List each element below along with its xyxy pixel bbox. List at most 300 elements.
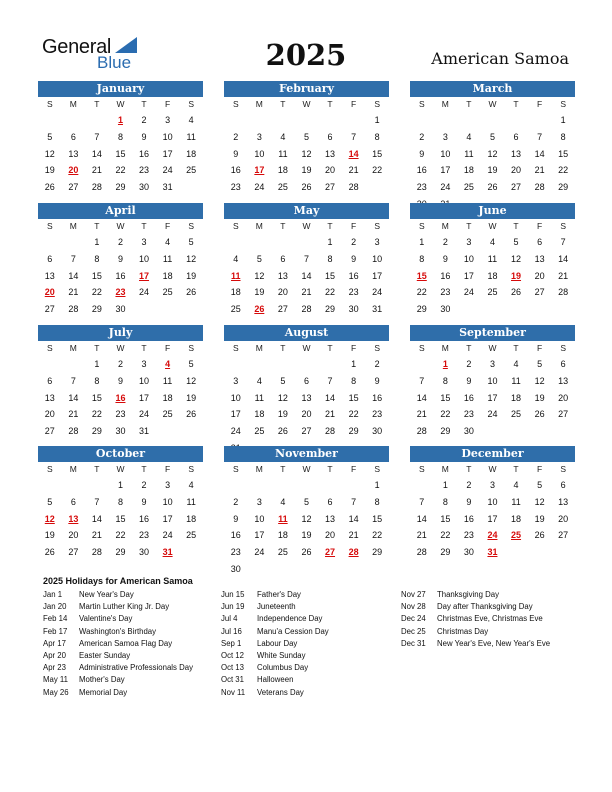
weekday-label: M — [441, 99, 449, 109]
calendar-date: 27 — [511, 182, 522, 193]
calendar-date: 25 — [511, 409, 522, 420]
calendar-date: 14 — [348, 513, 359, 524]
calendar-date: 14 — [91, 148, 102, 159]
calendar-date: 8 — [117, 496, 123, 507]
calendar-date: 20 — [277, 287, 288, 298]
calendar-date: 6 — [47, 375, 53, 386]
holiday-name: American Samoa Flag Day — [79, 638, 173, 648]
calendar-date: 23 — [230, 182, 241, 193]
day-grid — [410, 341, 575, 440]
month-march — [410, 81, 575, 213]
calendar-date: 20 — [68, 530, 79, 541]
empty-cell — [248, 234, 272, 251]
holiday-date: 23 — [115, 287, 126, 298]
calendar-date: 16 — [372, 392, 383, 403]
weekday-label: T — [327, 99, 333, 109]
month-january — [38, 81, 203, 196]
empty-cell — [248, 477, 272, 494]
holiday-list — [43, 576, 583, 697]
weekday-label: F — [164, 221, 171, 231]
calendar-date: 2 — [374, 359, 380, 369]
weekday-label: S — [232, 464, 239, 474]
holiday-name: Mother's Day — [79, 675, 125, 685]
calendar-date: 26 — [301, 547, 312, 558]
empty-cell — [224, 477, 248, 494]
weekday-label: W — [116, 464, 125, 474]
calendar-date: 21 — [348, 165, 359, 176]
empty-cell — [85, 477, 109, 494]
calendar-date: 18 — [162, 392, 173, 403]
calendar-date: 6 — [537, 237, 543, 247]
calendar-date: 29 — [372, 547, 383, 558]
empty-cell — [62, 234, 86, 251]
calendar-date: 16 — [440, 270, 451, 281]
empty-cell — [224, 234, 248, 251]
calendar-date: 28 — [68, 426, 79, 437]
calendar-date: 21 — [416, 409, 427, 420]
holiday-date-label: Feb 17 — [43, 626, 68, 636]
calendar-date: 29 — [115, 547, 126, 558]
empty-cell — [295, 112, 319, 129]
calendar-date: 11 — [511, 375, 521, 386]
weekday-label: S — [46, 464, 53, 474]
calendar-date: 9 — [117, 375, 123, 386]
calendar-date: 31 — [162, 182, 173, 193]
empty-cell — [318, 477, 342, 494]
weekday-label: M — [441, 343, 449, 353]
calendar-date: 10 — [440, 148, 451, 159]
logo-general-text: General — [42, 36, 112, 58]
holiday-name: Washington's Birthday — [79, 626, 157, 636]
holiday-name: Columbus Day — [257, 663, 309, 673]
calendar-date: 8 — [374, 496, 380, 507]
calendar-date: 15 — [325, 270, 336, 281]
calendar-date: 23 — [230, 547, 241, 558]
calendar-date: 15 — [440, 513, 451, 524]
calendar-date: 19 — [254, 287, 265, 298]
holiday-date: 31 — [162, 547, 173, 558]
calendar-date: 20 — [534, 270, 545, 281]
weekday-label: S — [232, 99, 239, 109]
calendar-date: 27 — [68, 182, 79, 193]
holiday-date-label: Nov 28 — [401, 602, 426, 612]
calendar-date: 5 — [280, 375, 286, 386]
weekday-label: F — [536, 99, 543, 109]
empty-cell — [271, 112, 295, 129]
calendar-date: 12 — [186, 375, 197, 386]
calendar-date: 22 — [440, 530, 451, 541]
holiday-name: Martin Luther King Jr. Day — [79, 602, 170, 612]
holiday-date-label: Jun 19 — [221, 602, 245, 612]
calendar-date: 13 — [325, 513, 336, 524]
empty-cell — [528, 112, 552, 129]
empty-cell — [85, 112, 109, 129]
calendar-date: 29 — [91, 426, 102, 437]
calendar-date: 2 — [141, 480, 147, 490]
calendar-date: 15 — [115, 513, 126, 524]
calendar-date: 5 — [537, 359, 543, 369]
calendar-date: 6 — [303, 375, 309, 386]
calendar-date: 9 — [233, 513, 239, 524]
calendar-date: 17 — [487, 392, 498, 403]
calendar-date: 24 — [254, 182, 265, 193]
calendar-date: 7 — [419, 496, 425, 507]
calendar-date: 8 — [419, 253, 425, 264]
calendar-date: 2 — [351, 237, 357, 247]
calendar-date: 17 — [162, 148, 173, 159]
weekday-label: M — [441, 464, 449, 474]
calendar-date: 7 — [303, 253, 309, 264]
calendar-date: 28 — [558, 287, 569, 298]
calendar-date: 7 — [327, 375, 333, 386]
calendar-date: 25 — [230, 304, 241, 315]
calendar-date: 2 — [233, 496, 239, 507]
calendar-date: 24 — [139, 409, 150, 420]
holiday-date-label: Dec 24 — [401, 614, 426, 624]
holiday-date-label: Oct 13 — [221, 663, 244, 673]
calendar-date: 3 — [489, 480, 495, 490]
month-september — [410, 325, 575, 440]
weekday-label: T — [513, 343, 519, 353]
calendar-date: 25 — [162, 409, 173, 420]
calendar-date: 20 — [325, 165, 336, 176]
calendar-date: 25 — [487, 287, 498, 298]
weekday-label: S — [374, 99, 380, 109]
calendar-date: 22 — [416, 287, 427, 298]
empty-cell — [62, 112, 86, 129]
calendar-date: 9 — [351, 253, 357, 264]
holiday-name: Day after Thanksgiving Day — [437, 602, 533, 612]
calendar-date: 19 — [44, 530, 55, 541]
calendar-date: 17 — [440, 165, 451, 176]
empty-cell — [248, 112, 272, 129]
calendar-date: 19 — [487, 165, 498, 176]
holiday-name: White Sunday — [257, 650, 306, 660]
calendar-date: 18 — [487, 270, 498, 281]
calendar-date: 7 — [537, 131, 543, 142]
country-name: American Samoa — [431, 49, 569, 68]
calendar-date: 22 — [372, 165, 383, 176]
month-title: July — [38, 325, 203, 341]
calendar-date: 18 — [186, 513, 197, 524]
calendar-date: 11 — [186, 496, 196, 507]
holiday-date-label: Sep 1 — [221, 638, 242, 648]
weekday-label: T — [513, 221, 519, 231]
calendar-date: 11 — [162, 253, 173, 264]
calendar-date: 22 — [91, 409, 102, 420]
weekday-label: M — [255, 99, 263, 109]
calendar-date: 13 — [558, 375, 569, 386]
calendar-date: 9 — [141, 131, 147, 142]
weekday-label: S — [418, 464, 425, 474]
weekday-label: S — [188, 343, 194, 353]
empty-cell — [38, 477, 62, 494]
calendar-date: 1 — [374, 115, 380, 125]
calendar-date: 24 — [162, 165, 173, 176]
calendar-date: 29 — [348, 426, 359, 437]
calendar-date: 26 — [511, 287, 522, 298]
calendar-date: 4 — [233, 253, 239, 264]
calendar-date: 23 — [139, 165, 150, 176]
holiday-date: 28 — [348, 547, 359, 558]
weekday-label: T — [466, 464, 472, 474]
weekday-label: S — [418, 221, 425, 231]
calendar-date: 1 — [94, 359, 100, 369]
calendar-date: 28 — [325, 426, 336, 437]
calendar-date: 16 — [139, 513, 150, 524]
calendar-date: 28 — [416, 547, 427, 558]
weekday-label: T — [466, 221, 472, 231]
weekday-label: M — [255, 221, 263, 231]
weekday-label: W — [488, 464, 497, 474]
calendar-date: 6 — [327, 131, 333, 142]
calendar-date: 9 — [233, 148, 239, 159]
calendar-date: 11 — [186, 131, 196, 142]
weekday-label: T — [141, 343, 147, 353]
calendar-date: 11 — [162, 375, 173, 386]
calendar-date: 25 — [463, 182, 474, 193]
holiday-date-label: Dec 25 — [401, 626, 426, 636]
empty-cell — [457, 112, 481, 129]
calendar-date: 10 — [139, 253, 150, 264]
calendar-date: 24 — [139, 287, 150, 298]
calendar-date: 23 — [372, 409, 383, 420]
weekday-label: T — [141, 99, 147, 109]
calendar-date: 27 — [277, 304, 288, 315]
calendar-date: 22 — [115, 530, 126, 541]
calendar-date: 13 — [301, 392, 312, 403]
calendar-date: 22 — [115, 165, 126, 176]
calendar-date: 16 — [463, 392, 474, 403]
calendar-date: 5 — [537, 480, 543, 490]
calendar-date: 13 — [277, 270, 288, 281]
calendar-date: 13 — [325, 148, 336, 159]
weekday-label: M — [69, 221, 77, 231]
calendar-date: 29 — [440, 547, 451, 558]
calendar-date: 17 — [463, 270, 474, 281]
holiday-date-label: Nov 27 — [401, 590, 426, 599]
month-october — [38, 446, 203, 561]
calendar-date: 26 — [277, 426, 288, 437]
empty-cell — [224, 112, 248, 129]
empty-cell — [295, 234, 319, 251]
weekday-label: S — [560, 99, 566, 109]
calendar-date: 5 — [256, 253, 262, 264]
calendar-date: 24 — [254, 547, 265, 558]
calendar-date: 3 — [466, 237, 472, 247]
calendar-date: 5 — [303, 496, 309, 507]
day-grid — [224, 341, 389, 457]
calendar-date: 8 — [442, 496, 448, 507]
calendar-date: 27 — [68, 547, 79, 558]
holiday-name: Labour Day — [257, 638, 298, 648]
calendar-date: 6 — [560, 480, 566, 490]
calendar-date: 4 — [165, 237, 171, 247]
calendar-date: 28 — [68, 304, 79, 315]
holiday-date: 11 — [278, 513, 288, 524]
calendar-date: 27 — [44, 304, 55, 315]
calendar-date: 11 — [278, 148, 288, 159]
empty-cell — [410, 477, 434, 494]
empty-cell — [410, 356, 434, 373]
calendar-date: 29 — [91, 304, 102, 315]
weekday-label: F — [350, 99, 357, 109]
weekday-label: S — [560, 221, 566, 231]
calendar-date: 14 — [416, 513, 427, 524]
calendar-date: 1 — [560, 115, 566, 125]
holiday-name: Memorial Day — [79, 687, 128, 697]
calendar-date: 21 — [91, 165, 102, 176]
calendar-date: 4 — [280, 131, 286, 142]
calendar-date: 2 — [141, 115, 147, 125]
calendar-date: 2 — [442, 237, 448, 247]
weekday-label: T — [327, 464, 333, 474]
calendar-date: 13 — [44, 270, 55, 281]
calendar-date: 11 — [511, 496, 521, 507]
calendar-date: 31 — [372, 304, 383, 315]
calendar-date: 12 — [186, 253, 197, 264]
calendar-date: 10 — [372, 253, 383, 264]
calendar-date: 11 — [464, 148, 474, 159]
weekday-label: S — [46, 99, 53, 109]
calendar-date: 3 — [256, 496, 262, 507]
holiday-name: Manu'a Cession Day — [257, 626, 329, 636]
calendar-date: 14 — [325, 392, 336, 403]
weekday-label: F — [536, 464, 543, 474]
calendar-date: 9 — [466, 496, 472, 507]
calendar-date: 19 — [277, 409, 288, 420]
calendar-date: 3 — [489, 359, 495, 369]
calendar-date: 23 — [348, 287, 359, 298]
calendar-date: 7 — [560, 237, 566, 247]
holiday-date: 24 — [487, 530, 498, 541]
weekday-label: S — [374, 221, 380, 231]
calendar-date: 27 — [44, 426, 55, 437]
calendar-date: 10 — [254, 148, 265, 159]
weekday-label: M — [69, 464, 77, 474]
calendar-date: 4 — [188, 480, 194, 490]
empty-cell — [434, 112, 458, 129]
holiday-date-label: Feb 14 — [43, 614, 68, 624]
day-grid — [224, 97, 389, 196]
holiday-name: New Year's Eve, New Year's Eve — [437, 638, 551, 648]
calendar-date: 19 — [301, 165, 312, 176]
calendar-date: 5 — [489, 131, 495, 142]
calendar-date: 16 — [416, 165, 427, 176]
calendar-date: 3 — [256, 131, 262, 142]
calendar-date: 15 — [91, 392, 102, 403]
calendar-date: 28 — [348, 182, 359, 193]
calendar-date: 10 — [487, 375, 498, 386]
calendar-date: 20 — [325, 530, 336, 541]
weekday-label: T — [141, 221, 147, 231]
calendar-date: 8 — [351, 375, 357, 386]
calendar-date: 8 — [560, 131, 566, 142]
calendar-date: 19 — [534, 513, 545, 524]
calendar-date: 19 — [301, 530, 312, 541]
weekday-label: S — [188, 221, 194, 231]
calendar-date: 15 — [440, 392, 451, 403]
holiday-date: 17 — [139, 270, 150, 281]
calendar-date: 29 — [440, 426, 451, 437]
calendar-date: 17 — [254, 530, 265, 541]
calendar-date: 19 — [534, 392, 545, 403]
calendar-date: 18 — [162, 270, 173, 281]
weekday-label: T — [466, 343, 472, 353]
weekday-label: F — [164, 464, 171, 474]
calendar-date: 24 — [372, 287, 383, 298]
weekday-label: F — [536, 221, 543, 231]
weekday-label: T — [513, 99, 519, 109]
calendar-date: 18 — [186, 148, 197, 159]
empty-cell — [295, 477, 319, 494]
weekday-label: S — [188, 464, 194, 474]
calendar-date: 1 — [94, 237, 100, 247]
holiday-name: Christmas Eve, Christmas Eve — [437, 614, 543, 624]
day-grid — [38, 219, 203, 318]
calendar-header — [0, 0, 612, 75]
calendar-date: 18 — [254, 409, 265, 420]
weekday-label: M — [441, 221, 449, 231]
calendar-date: 3 — [141, 237, 147, 247]
empty-cell — [342, 477, 366, 494]
empty-cell — [38, 234, 62, 251]
calendar-date: 12 — [534, 496, 545, 507]
calendar-date: 4 — [280, 496, 286, 507]
weekday-label: T — [280, 221, 286, 231]
calendar-date: 14 — [534, 148, 545, 159]
holiday-date-label: Oct 12 — [221, 650, 244, 660]
empty-cell — [224, 356, 248, 373]
calendar-date: 25 — [186, 530, 197, 541]
calendar-date: 2 — [466, 359, 472, 369]
month-title: May — [224, 203, 389, 219]
calendar-date: 31 — [139, 426, 150, 437]
weekday-label: T — [94, 464, 100, 474]
calendar-date: 16 — [348, 270, 359, 281]
weekday-label: T — [141, 464, 147, 474]
calendar-date: 16 — [230, 530, 241, 541]
calendar-date: 5 — [47, 496, 53, 507]
calendar-date: 4 — [466, 131, 472, 142]
month-title: October — [38, 446, 203, 462]
calendar-date: 26 — [301, 182, 312, 193]
calendar-date: 16 — [139, 148, 150, 159]
holiday-date: 13 — [68, 513, 79, 524]
empty-cell — [410, 112, 434, 129]
calendar-date: 14 — [301, 270, 312, 281]
weekday-label: S — [232, 221, 239, 231]
weekday-label: T — [94, 221, 100, 231]
calendar-date: 6 — [327, 496, 333, 507]
holiday-date-label: Dec 31 — [401, 638, 426, 648]
calendar-date: 29 — [325, 304, 336, 315]
calendar-date: 3 — [165, 115, 171, 125]
calendar-date: 27 — [534, 287, 545, 298]
calendar-date: 7 — [351, 131, 357, 142]
calendar-date: 11 — [254, 392, 265, 403]
calendar-date: 9 — [117, 253, 123, 264]
calendar-date: 10 — [139, 375, 150, 386]
calendar-date: 12 — [301, 513, 312, 524]
calendar-date: 18 — [463, 165, 474, 176]
calendar-date: 15 — [372, 513, 383, 524]
holiday-date-label: Nov 11 — [221, 687, 246, 697]
weekday-label: W — [488, 343, 497, 353]
empty-cell — [481, 112, 505, 129]
calendar-date: 13 — [534, 253, 545, 264]
calendar-date: 13 — [558, 496, 569, 507]
